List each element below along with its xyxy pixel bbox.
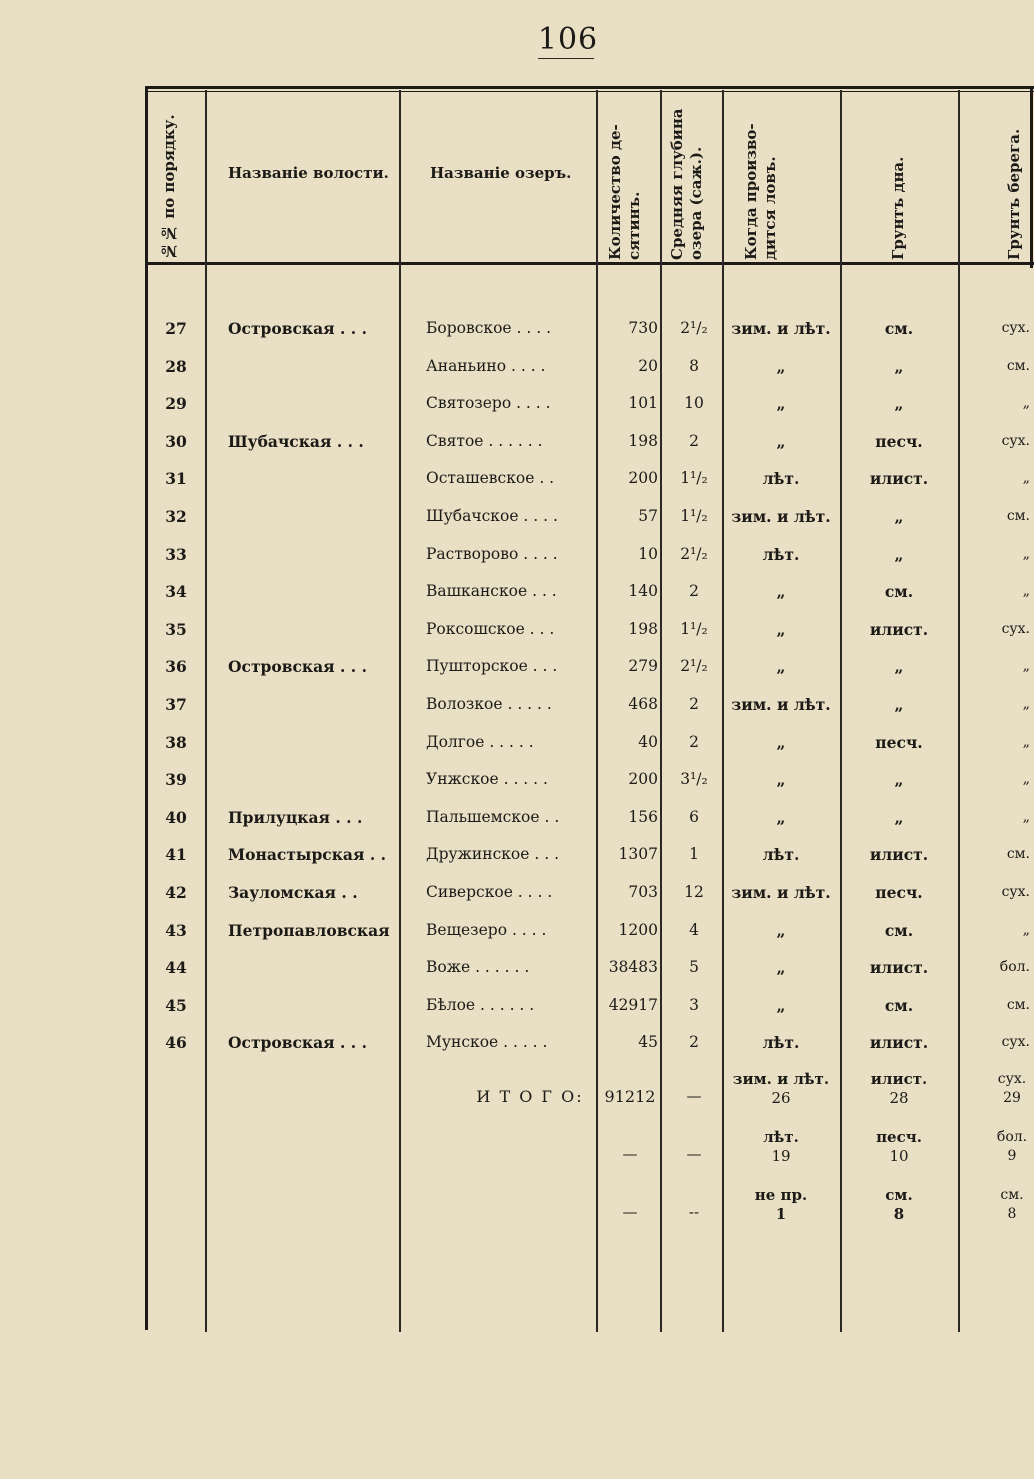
- table-row: [0, 611, 1034, 648]
- row-number: 32: [165, 507, 187, 526]
- header-when: Когда произво- дится ловъ.: [742, 123, 779, 260]
- mean-depth: 4: [689, 920, 699, 939]
- table-row: [0, 536, 1034, 573]
- bottom-soil: „: [894, 507, 904, 526]
- shore-soil: см.: [1006, 357, 1030, 374]
- volost-name: Островская . . .: [228, 657, 367, 677]
- bottom-soil: см.: [884, 995, 914, 1015]
- volost-name: Зауломская . .: [228, 883, 358, 902]
- area-desyatin: 42917: [608, 995, 658, 1014]
- table-row: [0, 761, 1034, 798]
- shore-soil: „: [1022, 696, 1030, 712]
- table-row: [0, 987, 1034, 1024]
- mean-depth: 1: [689, 845, 699, 864]
- header-no: №№ по порядку.: [160, 114, 178, 260]
- totals-area-3: —: [622, 1203, 638, 1221]
- shore-soil: см.: [1006, 846, 1030, 863]
- volost-name: [228, 498, 398, 535]
- totals-bottom-2-count: 10: [889, 1147, 909, 1165]
- fishing-season: „: [776, 958, 786, 978]
- shore-soil: бол.: [999, 959, 1030, 976]
- shore-soil: см.: [1006, 508, 1030, 524]
- row-number: 33: [165, 544, 187, 564]
- area-desyatin: 156: [628, 807, 658, 826]
- row-number: 43: [165, 920, 187, 940]
- totals-area-2: —: [622, 1145, 638, 1163]
- area-desyatin: 730: [628, 319, 658, 337]
- page-number-rule: [538, 58, 594, 59]
- totals-shore-2-count: 9: [1007, 1148, 1017, 1164]
- shore-soil: „: [1022, 470, 1030, 487]
- totals-when-1: зим. и лѣт.: [732, 1070, 830, 1088]
- totals-shore-3: см.: [1000, 1187, 1024, 1203]
- bottom-soil: илист.: [869, 469, 929, 489]
- mean-depth: 2: [689, 582, 699, 601]
- bottom-soil: илист.: [869, 958, 929, 978]
- mean-depth: 1¹/₂: [680, 469, 708, 488]
- table-row: [0, 686, 1034, 723]
- totals-area: 91212: [604, 1087, 656, 1106]
- fishing-season: „: [776, 920, 786, 940]
- row-number: 40: [165, 807, 187, 827]
- mean-depth: 8: [689, 356, 699, 375]
- shore-soil: „: [1022, 808, 1030, 825]
- volost-name: Островская . . .: [228, 1033, 367, 1053]
- area-desyatin: 10: [638, 544, 658, 563]
- totals-shore-2: бол.: [996, 1129, 1028, 1145]
- bottom-soil: см.: [884, 582, 914, 602]
- lake-name: Унжское . . . . .: [426, 770, 548, 789]
- shore-soil: сух.: [1001, 884, 1030, 900]
- totals-shore-1-count: 29: [1003, 1090, 1021, 1106]
- area-desyatin: 703: [628, 883, 658, 901]
- mean-depth: 2¹/₂: [680, 657, 708, 676]
- totals-depth-2: —: [686, 1145, 702, 1163]
- totals-when-1-count: 26: [771, 1089, 791, 1107]
- fishing-season: „: [776, 657, 786, 677]
- table-row: [0, 949, 1034, 986]
- row-number: 39: [165, 770, 187, 790]
- table-row: [0, 836, 1034, 873]
- row-number: 46: [165, 1033, 187, 1053]
- lake-name: Святое . . . . . .: [426, 431, 543, 450]
- bottom-soil: „: [894, 770, 904, 790]
- area-desyatin: 198: [628, 619, 658, 638]
- mean-depth: 2: [689, 695, 699, 713]
- header-bottom-rule: [145, 262, 1034, 265]
- shore-soil: „: [1022, 545, 1030, 562]
- row-number: 31: [165, 469, 187, 489]
- lake-name: Роксошское . . .: [426, 619, 555, 638]
- table-row: [0, 460, 1034, 497]
- totals-bottom-3: см.: [885, 1186, 913, 1204]
- table-row: [0, 573, 1034, 610]
- row-number: 28: [165, 356, 187, 376]
- fishing-season: зим. и лѣт.: [731, 319, 831, 338]
- mean-depth: 6: [689, 807, 699, 826]
- shore-soil: сух.: [1001, 620, 1030, 637]
- volost-name: Шубачская . . .: [228, 431, 364, 451]
- table-row: [0, 423, 1034, 460]
- totals-bottom-1: илист.: [870, 1070, 928, 1088]
- totals-depth: —: [686, 1087, 702, 1105]
- table-top-rule: [145, 86, 1034, 89]
- row-number: 42: [165, 883, 187, 902]
- table-row: [0, 799, 1034, 836]
- area-desyatin: 101: [628, 394, 658, 413]
- table-top-rule-thin: [145, 91, 1034, 92]
- lake-name: Волозкое . . . . .: [426, 695, 552, 713]
- table-right-border: [1030, 88, 1033, 268]
- table-row: [0, 874, 1034, 911]
- fishing-season: лѣт.: [762, 544, 800, 564]
- area-desyatin: 20: [638, 356, 658, 375]
- bottom-soil: „: [894, 657, 904, 677]
- lake-name: Осташевское . .: [426, 469, 555, 488]
- totals-label: И Т О Г О:: [476, 1087, 584, 1106]
- row-number: 37: [165, 695, 187, 714]
- shore-soil: „: [1022, 395, 1030, 412]
- bottom-soil: „: [894, 356, 904, 376]
- lake-name: Пальшемское . .: [426, 807, 560, 826]
- lake-name: Вещезеро . . . .: [426, 920, 547, 939]
- header-bottom: Грунтъ дна.: [889, 156, 907, 260]
- area-desyatin: 1200: [618, 920, 658, 939]
- bottom-soil: илист.: [869, 845, 929, 865]
- mean-depth: 1¹/₂: [680, 507, 708, 525]
- header-depth: Средняя глубина озера (саж.).: [668, 108, 705, 260]
- area-desyatin: 140: [628, 582, 658, 601]
- lake-name: Сиверское . . . .: [426, 883, 553, 901]
- area-desyatin: 1307: [618, 845, 658, 864]
- header-volost: Названіе волости.: [228, 164, 389, 182]
- lake-name: Боровское . . . .: [426, 319, 551, 337]
- bottom-soil: песч.: [875, 883, 923, 902]
- volost-name: [228, 460, 398, 497]
- area-desyatin: 200: [628, 469, 658, 488]
- table-row: [0, 1024, 1034, 1061]
- bottom-soil: см.: [884, 920, 914, 940]
- lake-name: Бѣлое . . . . . .: [426, 995, 535, 1014]
- bottom-soil: см.: [884, 319, 914, 338]
- fishing-season: „: [776, 394, 786, 414]
- table-row: [0, 498, 1034, 535]
- volost-name: Монастырская . .: [228, 845, 387, 865]
- area-desyatin: 279: [628, 657, 658, 676]
- shore-soil: „: [1022, 583, 1030, 600]
- bottom-soil: „: [894, 544, 904, 564]
- shore-soil: „: [1022, 733, 1030, 750]
- volost-name: [228, 536, 398, 573]
- fishing-season: „: [776, 732, 786, 752]
- row-number: 36: [165, 657, 187, 677]
- volost-name: [228, 348, 398, 385]
- row-number: 27: [165, 319, 187, 338]
- mean-depth: 1¹/₂: [680, 619, 708, 638]
- mean-depth: 10: [684, 394, 704, 413]
- totals-bottom-3-count: 8: [893, 1205, 905, 1223]
- shore-soil: сух.: [1001, 1034, 1030, 1051]
- fishing-season: зим. и лѣт.: [731, 695, 831, 714]
- fishing-season: „: [776, 770, 786, 790]
- shore-soil: „: [1022, 658, 1030, 675]
- fishing-season: лѣт.: [762, 469, 800, 489]
- volost-name: [228, 949, 398, 986]
- volost-name: [228, 686, 398, 723]
- row-number: 30: [165, 431, 187, 451]
- bottom-soil: „: [894, 394, 904, 414]
- fishing-season: „: [776, 356, 786, 376]
- area-desyatin: 200: [628, 770, 658, 789]
- area-desyatin: 198: [628, 431, 658, 450]
- bottom-soil: илист.: [869, 619, 929, 639]
- shore-soil: „: [1022, 771, 1030, 788]
- lake-name: Шубачское . . . .: [426, 507, 558, 525]
- area-desyatin: 40: [638, 732, 658, 751]
- bottom-soil: песч.: [875, 732, 923, 752]
- table-row: [0, 385, 1034, 422]
- bottom-soil: „: [894, 807, 904, 827]
- row-number: 35: [165, 619, 187, 639]
- totals-bottom-2: песч.: [876, 1128, 922, 1146]
- totals-when-2-count: 19: [771, 1147, 791, 1165]
- lake-name: Вашканское . . .: [426, 582, 557, 601]
- volost-name: [228, 573, 398, 610]
- mean-depth: 2: [689, 732, 699, 751]
- mean-depth: 3¹/₂: [680, 770, 708, 789]
- lake-name: Пушторское . . .: [426, 657, 558, 676]
- bottom-soil: „: [894, 695, 904, 714]
- row-number: 34: [165, 582, 187, 602]
- fishing-season: „: [776, 431, 786, 451]
- totals-when-3-count: 1: [775, 1205, 787, 1223]
- volost-name: Петропавловская: [228, 920, 390, 940]
- row-number: 29: [165, 394, 187, 414]
- fishing-season: зим. и лѣт.: [731, 883, 831, 902]
- volost-name: [228, 761, 398, 798]
- totals-depth-3: --: [688, 1203, 700, 1221]
- volost-name: [228, 611, 398, 648]
- shore-soil: сух.: [1001, 432, 1030, 449]
- row-number: 44: [165, 958, 187, 978]
- totals-when-3: не пр.: [754, 1186, 808, 1204]
- mean-depth: 5: [689, 958, 699, 977]
- lake-name: Святозеро . . . .: [426, 394, 551, 413]
- area-desyatin: 45: [638, 1033, 658, 1052]
- mean-depth: 12: [684, 883, 704, 901]
- table-row: [0, 310, 1034, 347]
- table-row: [0, 724, 1034, 761]
- volost-name: [228, 385, 398, 422]
- area-desyatin: 57: [638, 507, 658, 525]
- shore-soil: см.: [1006, 996, 1030, 1013]
- shore-soil: „: [1022, 921, 1030, 938]
- mean-depth: 3: [689, 995, 699, 1014]
- mean-depth: 2¹/₂: [680, 544, 708, 563]
- bottom-soil: илист.: [869, 1033, 929, 1053]
- table-row: [0, 912, 1034, 949]
- mean-depth: 2: [689, 1033, 699, 1052]
- shore-soil: сух.: [1001, 320, 1030, 336]
- volost-name: Прилуцкая . . .: [228, 807, 363, 827]
- row-number: 45: [165, 995, 187, 1015]
- row-number: 38: [165, 732, 187, 752]
- volost-name: [228, 987, 398, 1024]
- row-number: 41: [165, 845, 187, 865]
- header-lake: Названіе озеръ.: [430, 164, 572, 182]
- fishing-season: лѣт.: [762, 1033, 800, 1053]
- area-desyatin: 468: [628, 695, 658, 713]
- lake-name: Мунское . . . . .: [426, 1033, 548, 1052]
- totals-shore-3-count: 8: [1007, 1206, 1017, 1222]
- page-number: 106: [537, 22, 599, 57]
- totals-shore-1: сух.: [997, 1071, 1027, 1087]
- table-row: [0, 348, 1034, 385]
- totals-when-2: лѣт.: [763, 1128, 799, 1146]
- totals-bottom-1-count: 28: [889, 1089, 909, 1107]
- lake-name: Долгое . . . . .: [426, 732, 534, 751]
- area-desyatin: 38483: [608, 958, 658, 977]
- header-area: Количество де- сятинъ.: [606, 124, 643, 260]
- fishing-season: „: [776, 619, 786, 639]
- mean-depth: 2: [689, 431, 699, 450]
- volost-name: [228, 724, 398, 761]
- fishing-season: зим. и лѣт.: [731, 507, 831, 526]
- fishing-season: „: [776, 995, 786, 1015]
- fishing-season: „: [776, 807, 786, 827]
- lake-name: Воже . . . . . .: [426, 958, 530, 977]
- table-row: [0, 648, 1034, 685]
- bottom-soil: песч.: [875, 431, 923, 451]
- fishing-season: „: [776, 582, 786, 602]
- volost-name: Островская . . .: [228, 319, 367, 338]
- fishing-season: лѣт.: [762, 845, 800, 865]
- lake-name: Дружинское . . .: [426, 845, 559, 864]
- header-shore: Грунтъ берега.: [1005, 128, 1023, 260]
- lake-name: Ананьино . . . .: [426, 356, 546, 375]
- mean-depth: 2¹/₂: [680, 319, 708, 337]
- lake-name: Растворово . . . .: [426, 544, 558, 563]
